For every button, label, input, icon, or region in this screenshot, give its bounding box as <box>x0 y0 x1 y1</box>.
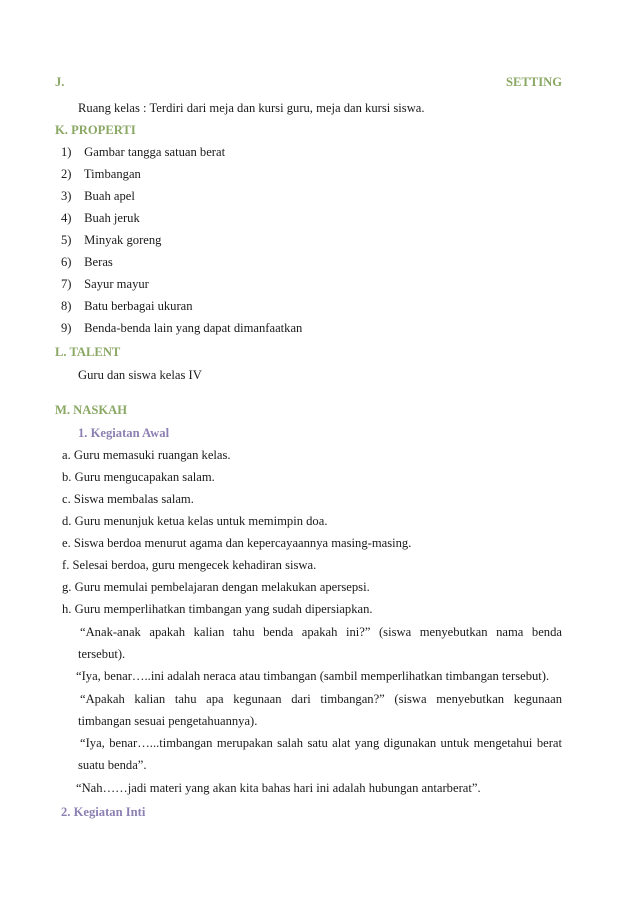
properti-item-text: Beras <box>84 255 113 269</box>
properti-item <box>61 254 113 270</box>
section-k-heading: K. PROPERTI <box>55 123 136 137</box>
dialog-line: “Nah……jadi materi yang akan kita bahas hari ini adalah hubungan antarberat”. <box>76 781 481 795</box>
properti-item-number: 5) <box>61 233 72 247</box>
dialog-line: “Anak-anak apakah kalian tahu benda apakah ini?” (siswa menyebutkan nama benda <box>80 625 562 639</box>
properti-item-text: Gambar tangga satuan berat <box>84 145 226 159</box>
properti-item-number: 3) <box>61 189 72 203</box>
kegiatan-step: d. Guru menunjuk ketua kelas untuk memimpin doa. <box>62 514 328 528</box>
properti-item <box>61 166 141 182</box>
dialog-line-continued: suatu benda”. <box>78 758 147 772</box>
properti-item <box>61 144 225 160</box>
properti-item-text: Sayur mayur <box>84 277 149 291</box>
section-j-title: SETTING <box>506 75 562 89</box>
properti-item-number: 9) <box>61 321 72 335</box>
section-l-heading: L. TALENT <box>55 345 121 359</box>
dialog-line-continued: tersebut). <box>78 647 126 661</box>
properti-item <box>61 232 161 248</box>
properti-item-number: 7) <box>61 277 72 291</box>
section-j-body: Ruang kelas : Terdiri dari meja dan kursi guru, meja dan kursi siswa. <box>78 101 425 115</box>
kegiatan-step: h. Guru memperlihatkan timbangan yang sudah dipersiapkan. <box>62 602 373 616</box>
kegiatan-step: b. Guru mengucapakan salam. <box>62 470 215 484</box>
properti-item-text: Batu berbagai ukuran <box>84 299 193 313</box>
properti-item-number: 8) <box>61 299 72 313</box>
properti-item-number: 4) <box>61 211 72 225</box>
properti-item <box>61 188 135 204</box>
properti-item <box>61 320 302 336</box>
properti-item-text: Buah apel <box>84 189 135 203</box>
properti-item-text: Minyak goreng <box>84 233 162 247</box>
kegiatan-step: g. Guru memulai pembelajaran dengan melakukan apersepsi. <box>62 580 370 594</box>
kegiatan-inti-heading: 2. Kegiatan Inti <box>61 805 146 819</box>
section-j-heading <box>55 74 562 90</box>
properti-item <box>61 210 140 226</box>
dialog-line: “Iya, benar…..ini adalah neraca atau timbangan (sambil memperlihatkan timbangan tersebut). <box>76 669 550 683</box>
section-l-body: Guru dan siswa kelas IV <box>78 368 202 382</box>
kegiatan-awal-heading: 1. Kegiatan Awal <box>78 426 170 440</box>
kegiatan-step: e. Siswa berdoa menurut agama dan kepercayaannya masing-masing. <box>62 536 412 550</box>
dialog-line: “Apakah kalian tahu apa kegunaan dari timbangan?” (siswa menyebutkan kegunaan <box>80 692 562 706</box>
properti-item-number: 2) <box>61 167 72 181</box>
properti-item-number: 1) <box>61 145 72 159</box>
section-j-letter: J. <box>55 75 65 89</box>
dialog-line: “Iya, benar…...timbangan merupakan salah satu alat yang digunakan untuk mengetahui berat <box>80 736 562 750</box>
dialog-line-continued: timbangan sesuai pengetahuannya). <box>78 714 258 728</box>
kegiatan-step: f. Selesai berdoa, guru mengecek kehadiran siswa. <box>62 558 317 572</box>
properti-item-number: 6) <box>61 255 72 269</box>
properti-item-text: Benda-benda lain yang dapat dimanfaatkan <box>84 321 303 335</box>
properti-item <box>61 276 149 292</box>
properti-item-text: Buah jeruk <box>84 211 140 225</box>
kegiatan-step: a. Guru memasuki ruangan kelas. <box>62 448 231 462</box>
properti-item <box>61 298 193 314</box>
section-m-heading: M. NASKAH <box>55 403 128 417</box>
properti-item-text: Timbangan <box>83 167 141 181</box>
kegiatan-step: c. Siswa membalas salam. <box>62 492 194 506</box>
